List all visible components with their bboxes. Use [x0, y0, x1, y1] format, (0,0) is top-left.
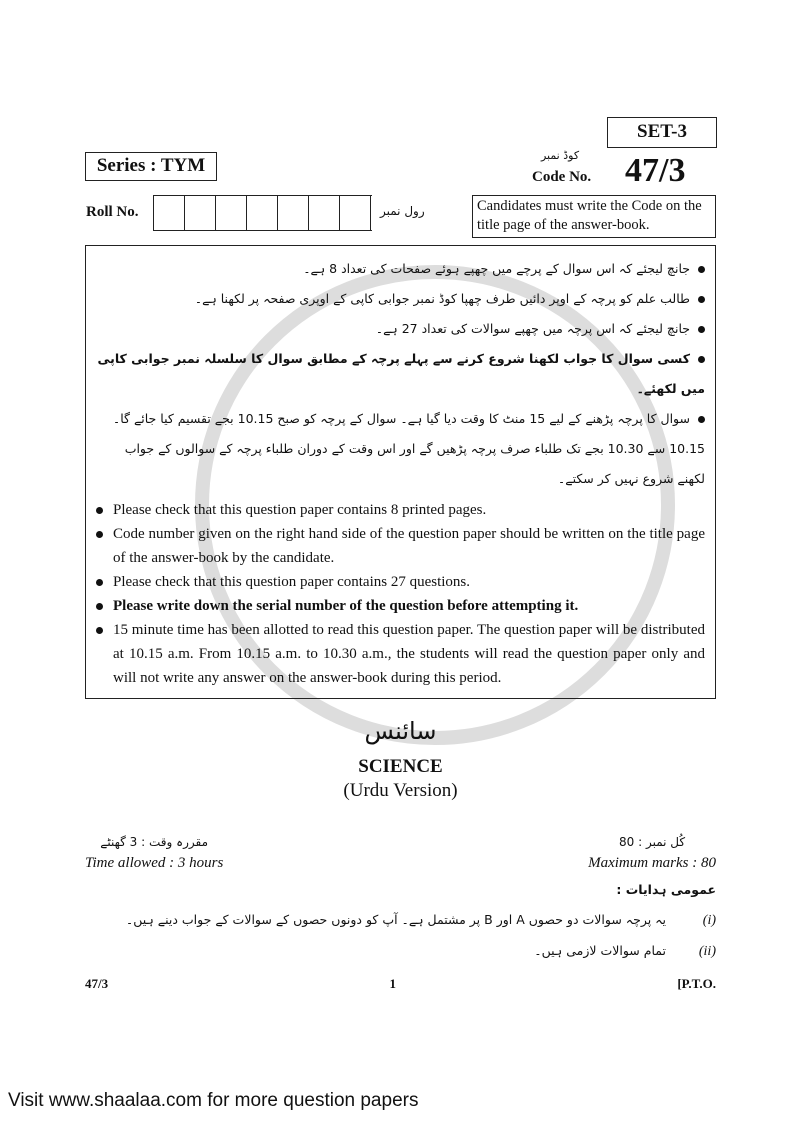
english-instruction-2: Code number given on the right hand side of the question paper should be written on the title page of the answer-book by the candidate.: [96, 522, 705, 570]
footer-code: 47/3: [85, 976, 109, 991]
english-instruction-4: Please write down the serial number of the question before attempting it.: [96, 594, 705, 618]
title-urdu: سائنس: [364, 717, 437, 745]
roll-number-boxes[interactable]: [153, 195, 372, 231]
title-english: SCIENCE: [358, 756, 443, 777]
pto-label: [P.T.O.: [677, 976, 716, 991]
set-label: SET-3: [607, 117, 717, 148]
page-number: 1: [389, 976, 396, 991]
roll-label: Roll No.: [86, 204, 139, 220]
general-instruction-2: (ii)تمام سوالات لازمی ہیں۔: [534, 943, 716, 959]
code-label-urdu: کوڈ نمبر: [540, 149, 580, 162]
code-number: 47/3: [625, 152, 686, 189]
marks-block: [588, 831, 716, 873]
header: [0, 0, 800, 245]
urdu-instruction-4: کسی سوال کا جواب لکھنا شروع کرنے سے پہلے پرچہ کے مطابق سوال کا سلسلہ نمبر جوابی کاپی میں لکھئے۔: [97, 351, 705, 396]
urdu-instruction-1: جانچ لیجئے کہ اس سوال کے پرچے میں چھپے ہوئے صفحات کی تعداد 8 ہے۔: [96, 254, 705, 284]
english-instruction-1: Please check that this question paper contains 8 printed pages.: [96, 498, 705, 522]
maximum-marks: Maximum marks : 80: [588, 855, 716, 871]
main-content: [85, 245, 716, 993]
urdu-instruction-3: جانچ لیجئے کہ اس پرچہ میں چھپے سوالات کی تعداد 27 ہے۔: [96, 314, 705, 344]
version-label: (Urdu Version): [343, 780, 458, 801]
marks-urdu: کُل نمبر : 80: [619, 835, 686, 849]
general-instruction-1: (i)یہ پرچہ سوالات دو حصوں A اور B پر مشتمل ہے۔ آپ کو دونوں حصوں کے سوالات کے جواب دینے ہیں۔: [125, 912, 716, 928]
urdu-instruction-2: طالب علم کو پرچہ کے اوپر دائیں طرف چھپا کوڈ نمبر جوابی کاپی کے اوپری صفحہ پر لکھنا ہے۔: [96, 284, 705, 314]
english-instruction-5: 15 minute time has been allotted to read this question paper. The question paper will be distributed at 10.15 a.m. From 10.15 a.m. to 10.30 a.m., the students will read the question paper only and will not write any answer on the answer-book during this period.: [96, 618, 705, 690]
code-label: Code No.: [532, 169, 592, 185]
candidates-note: Candidates must write the Code on the title page of the answer-book.: [472, 195, 716, 238]
shaalaa-link[interactable]: Visit www.shaalaa.com for more question papers: [8, 1090, 419, 1111]
urdu-instruction-5: سوال کا پرچہ پڑھنے کے لیے 15 منٹ کا وقت دیا گیا ہے۔ سوال کے پرچہ کو صبح 10.15 بجے تقسیم کیا جائے گا۔ 10.15 سے 10.30 بجے تک طلباء صرف پرچہ پڑھیں گے اور اس وقت کے دوران طلباء پرچہ کے سوالوں کے جواب لکھنے شروع نہیں کر سکتے۔: [112, 411, 705, 486]
time-marks-row: [85, 831, 716, 873]
english-instructions: [96, 498, 705, 690]
roll-label-urdu: رول نمبر: [380, 204, 425, 218]
footer: [85, 975, 716, 993]
time-allowed: Time allowed : 3 hours: [85, 855, 224, 871]
series-label: Series : TYM: [85, 152, 217, 181]
instructions-box: [85, 245, 716, 699]
english-instruction-3: Please check that this question paper contains 27 questions.: [96, 570, 705, 594]
time-block: [85, 831, 223, 873]
general-instructions-heading: عمومی ہدایات :: [616, 882, 716, 897]
time-urdu: مقررہ وقت : 3 گھنٹے: [100, 835, 209, 849]
